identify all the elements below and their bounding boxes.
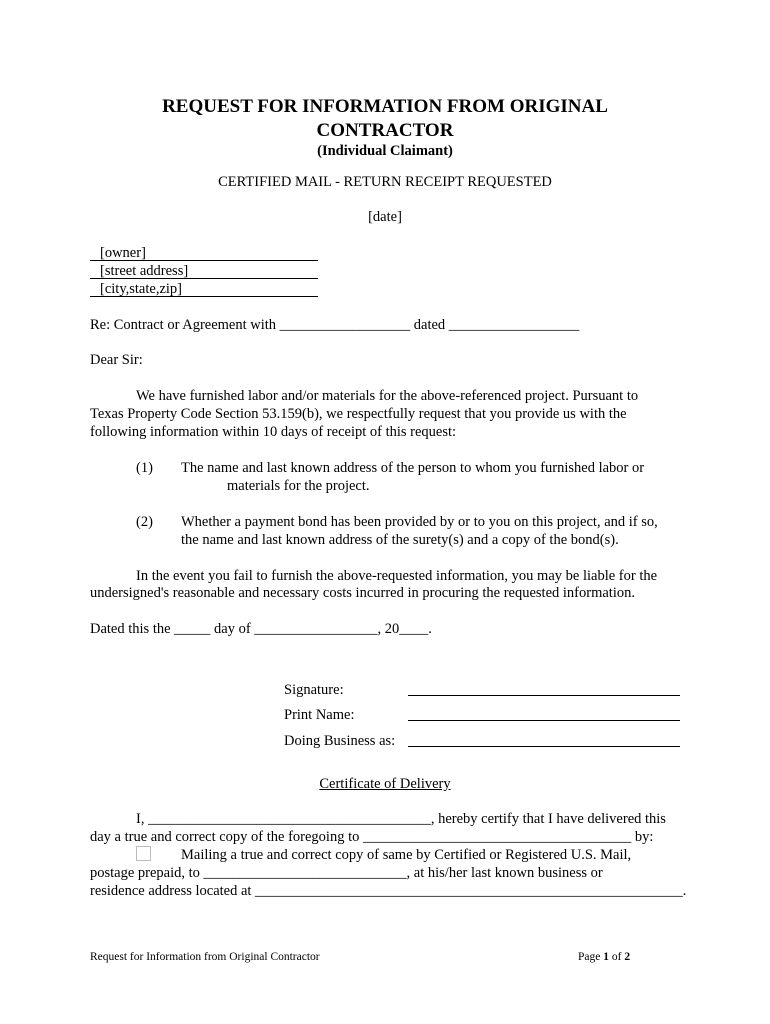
date-placeholder: [date] [368,209,402,225]
para1-line2: Texas Property Code Section 53.159(b), we respectfully request that you provide us with the [90,406,627,422]
mail-checkbox[interactable] [136,846,151,861]
dba-field[interactable] [408,730,680,747]
para2-line2: undersigned's reasonable and necessary costs incurred in procuring the requested information. [90,585,635,601]
address-owner: [owner] [90,245,318,261]
item2-number: (2) [136,514,153,530]
footer-left: Request for Information from Original Contractor [90,951,320,963]
footer-page-number [578,949,630,966]
address-city: [city,state,zip] [90,281,318,297]
print-name-field[interactable] [408,704,680,721]
dba-label: Doing Business as: [284,733,396,749]
item1-line1: The name and last known address of the person to whom you furnished labor or [181,460,645,476]
item2-line1: Whether a payment bond has been provided by or to you on this project, and if so, [181,514,658,530]
footer-page-total: 2 [624,951,631,963]
item2-line2: the name and last known address of the surety(s) and a copy of the bond(s). [181,532,619,548]
signature-field[interactable] [408,679,680,696]
footer-page-word: Page [578,951,601,963]
certificate-line4: postage prepaid, to ____________________________, at his/her last known business or [90,865,603,881]
certificate-heading: Certificate of Delivery [319,776,451,792]
certificate-line1: I, _______________________________________, hereby certify that I have delivered this [136,811,666,827]
subtitle: (Individual Claimant) [317,143,453,159]
title-line-1: REQUEST FOR INFORMATION FROM ORIGINAL [162,96,608,117]
certificate-line5: residence address located at ___________________________________________________________. [90,883,687,899]
certificate-line2: day a true and correct copy of the foregoing to _____________________________________ by: [90,829,654,845]
item1-number: (1) [136,460,153,476]
salutation: Dear Sir: [90,352,143,368]
certificate-line3: Mailing a true and correct copy of same by Certified or Registered U.S. Mail, [181,847,632,863]
certified-mail-notice: CERTIFIED MAIL - RETURN RECEIPT REQUESTED [218,174,552,190]
re-line: Re: Contract or Agreement with __________________ dated __________________ [90,317,580,333]
print-name-label: Print Name: [284,707,355,723]
address-street: [street address] [90,263,318,279]
title-line-2: CONTRACTOR [316,120,454,141]
signature-label: Signature: [284,682,344,698]
footer-of-word: of [611,951,622,963]
para1-line3: following information within 10 days of receipt of this request: [90,424,457,440]
footer-page-current: 1 [603,951,609,963]
para1-line1: We have furnished labor and/or materials for the above-referenced project. Pursuant to [136,388,639,404]
item1-line2: materials for the project. [227,478,370,494]
para2-line1: In the event you fail to furnish the above-requested information, you may be liable for the [136,568,658,584]
dated-line: Dated this the _____ day of _________________, 20____. [90,621,432,637]
